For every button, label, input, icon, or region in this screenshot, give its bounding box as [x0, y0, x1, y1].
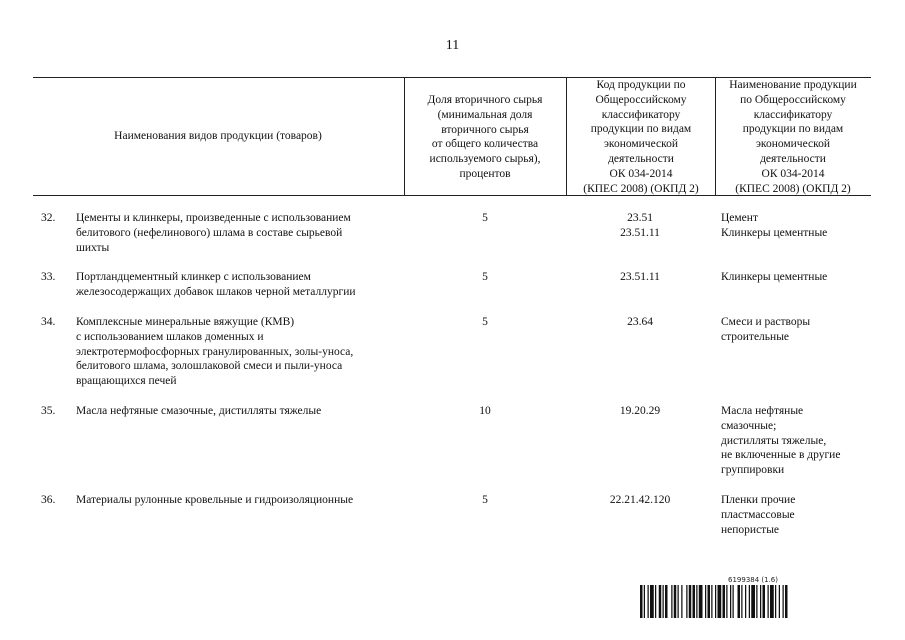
- product-name: Портландцементный клинкер с использованием железосодержащих добавок шлаков черной металлургии: [76, 271, 356, 298]
- barcode-bar: [770, 585, 774, 618]
- barcode-bar: [686, 585, 687, 618]
- barcode-bar: [783, 585, 784, 618]
- okpd-title: Пленки прочие пластмассовые непористые: [721, 494, 796, 536]
- barcode-bar: [741, 585, 742, 618]
- barcode-bar: [745, 585, 746, 618]
- document-barcode: [640, 576, 860, 620]
- barcode-bar: [756, 585, 757, 618]
- barcode-bar: [768, 585, 769, 618]
- barcode-bar: [730, 585, 731, 618]
- barcode-bar: [738, 585, 741, 618]
- barcode-bar: [699, 585, 703, 618]
- product-name: Цементы и клинкеры, произведенные с использованием белитового (нефелинового) шлама в составе сырьевой шихты: [76, 212, 351, 254]
- header-product-name: Наименования видов продукции (товаров): [114, 130, 322, 142]
- barcode-bar: [648, 585, 649, 618]
- header-okpd-title: Наименование продукции по Общероссийскому классификатору продукции по видам экономической деятельности ОК 034-2014 (КПЕС 2008) (ОКПД 2): [729, 79, 857, 195]
- barcode-bar: [785, 585, 788, 618]
- barcode-bar: [659, 585, 662, 618]
- barcode-bar: [650, 585, 654, 618]
- okpd-code: 22.21.42.120: [609, 494, 671, 506]
- recycled-share: 5: [482, 212, 488, 224]
- okpd-title: Клинкеры цементные: [721, 271, 828, 283]
- recycled-share: 5: [482, 316, 488, 328]
- product-name: Масла нефтяные смазочные, дистилляты тяжелые: [76, 405, 322, 417]
- barcode-bar: [718, 585, 722, 618]
- barcode-bar: [751, 585, 755, 618]
- barcode-icon: [640, 585, 860, 618]
- barcode-bar: [655, 585, 656, 618]
- okpd-code: 23.51.11: [620, 271, 660, 283]
- okpd-code: 19.20.29: [619, 405, 661, 417]
- barcode-bar: [640, 585, 643, 618]
- barcode-label: 6199384 (1.6): [728, 576, 778, 584]
- barcode-bar: [723, 585, 726, 618]
- barcode-bar: [681, 585, 682, 618]
- row-number: 36.: [41, 494, 56, 506]
- barcode-bar: [775, 585, 776, 618]
- barcode-bar: [693, 585, 696, 618]
- barcode-bar: [696, 585, 697, 618]
- barcode-bar: [678, 585, 679, 618]
- barcode-bar: [644, 585, 645, 618]
- barcode-bar: [708, 585, 711, 618]
- recycled-share: 5: [482, 494, 488, 506]
- recycled-share: 10: [479, 405, 491, 417]
- header-okpd-code: Код продукции по Общероссийскому классификатору продукции по видам экономической деятельности ОК 034-2014 (КПЕС 2008) (ОКПД 2): [583, 79, 699, 195]
- barcode-bar: [671, 585, 672, 618]
- barcode-bar: [705, 585, 706, 618]
- header-divider-2: [566, 77, 567, 195]
- barcode-bar: [763, 585, 766, 618]
- product-name: Комплексные минеральные вяжущие (КМВ) с использованием шлаков доменных и электротермофосфорных гранулированных, золы-уноса, белитового шлама, золошлаковой смеси и пыли-уноса вращающихся печей: [76, 316, 354, 388]
- row-number: 35.: [41, 405, 56, 417]
- barcode-bar: [663, 585, 664, 618]
- okpd-title: Цемент Клинкеры цементные: [721, 212, 828, 239]
- product-name: Материалы рулонные кровельные и гидроизоляционные: [76, 494, 354, 506]
- recycled-share: 5: [482, 271, 488, 283]
- barcode-bar: [665, 585, 668, 618]
- page-number: 11: [445, 38, 460, 53]
- barcode-bar: [733, 585, 734, 618]
- okpd-code: 23.64: [627, 316, 653, 328]
- barcode-bar: [711, 585, 712, 618]
- row-number: 33.: [41, 271, 56, 283]
- barcode-bar: [726, 585, 727, 618]
- header-divider-1: [404, 77, 405, 195]
- okpd-title: Смеси и растворы строительные: [721, 316, 811, 343]
- barcode-bar: [715, 585, 716, 618]
- row-number: 34.: [41, 316, 56, 328]
- barcode-bar: [689, 585, 692, 618]
- okpd-code: 23.51 23.51.11: [620, 212, 660, 239]
- header-divider-3: [715, 77, 716, 195]
- barcode-bar: [760, 585, 761, 618]
- barcode-bar: [749, 585, 750, 618]
- row-number: 32.: [41, 212, 56, 224]
- barcode-bar: [674, 585, 677, 618]
- barcode-bar: [779, 585, 780, 618]
- okpd-title: Масла нефтяные смазочные; дистилляты тяжелые, не включенные в другие группировки: [721, 405, 841, 477]
- header-recycled-share: Доля вторичного сырья (минимальная доля вторичного сырья от общего количества используемого сырья), процентов: [427, 94, 543, 180]
